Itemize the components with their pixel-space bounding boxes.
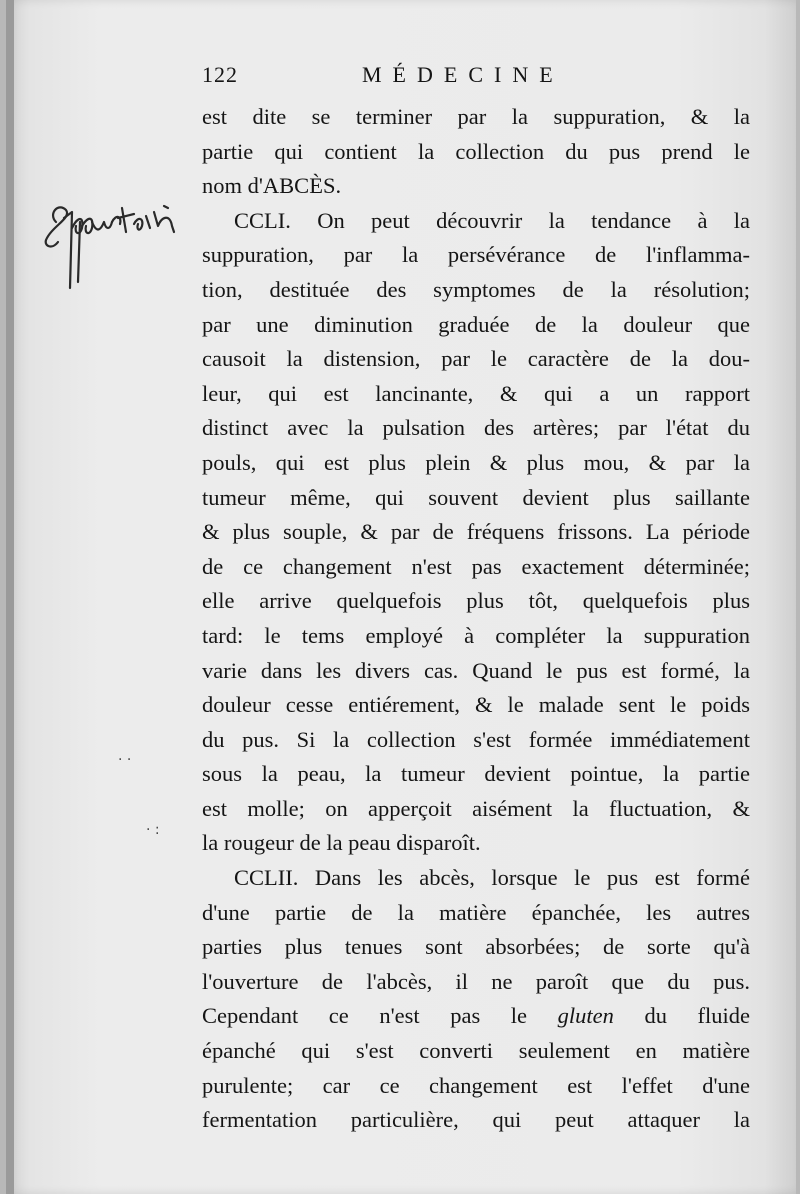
section-heading-line: CCLII. Dans les abcès, lorsque le pus est formé xyxy=(234,865,750,891)
text-line: tion, destituée des symptomes de la résolution; xyxy=(202,276,750,302)
text-line: est molle; on apperçoit aisément la fluctuation, & xyxy=(202,795,750,821)
text-line: la rougeur de la peau disparoît. xyxy=(202,830,481,856)
text-line: distinct avec la pulsation des artères; par l'état du xyxy=(202,415,750,441)
text-line: suppuration, par la persévérance de l'inflamma- xyxy=(202,242,750,268)
text-line: épanché qui s'est converti seulement en matière xyxy=(202,1038,750,1064)
text-line: parties plus tenues sont absorbées; de sorte qu'à xyxy=(202,934,750,960)
book-page xyxy=(6,0,796,1194)
handwritten-margin-note xyxy=(42,192,192,302)
text-segment: du fluide xyxy=(644,1003,750,1029)
text-line: elle arrive quelquefois plus tôt, quelquefois plus xyxy=(202,588,750,614)
margin-note-text: Suppuration xyxy=(42,192,49,193)
text-line: est dite se terminer par la suppuration, & la xyxy=(202,104,750,129)
text-segment: Cependant ce n'est pas le xyxy=(202,1003,528,1029)
text-line: sous la peau, la tumeur devient pointue, la partie xyxy=(202,761,750,787)
text-line: tumeur même, qui souvent devient plus saillante xyxy=(202,484,750,510)
page-number: 122 xyxy=(202,62,238,87)
text-line: tard: le tems employé à compléter la suppuration xyxy=(202,622,750,648)
page-header xyxy=(202,60,762,94)
text-line: l'ouverture de l'abcès, il ne paroît que du pus. xyxy=(202,968,750,994)
running-head: MÉDECINE xyxy=(362,62,564,87)
text-line xyxy=(202,999,750,1034)
ink-speck: · : xyxy=(146,822,160,838)
text-line-content: nom d'ABCÈS. xyxy=(202,173,342,199)
text-line: de ce changement n'est pas exactement déterminée; xyxy=(202,553,750,579)
page-gutter-shadow xyxy=(6,0,14,1194)
section-heading-line: CCLI. On peut découvrir la tendance à la xyxy=(234,207,750,233)
handwritten-signature-icon xyxy=(42,192,192,302)
text-line: partie qui contient la collection du pus prend le xyxy=(202,138,750,164)
body-text xyxy=(202,100,750,1138)
text-line: varie dans les divers cas. Quand le pus est formé, la xyxy=(202,657,750,683)
text-line: du pus. Si la collection s'est formée immédiatement xyxy=(202,726,750,752)
ink-speck: · · xyxy=(118,752,132,768)
text-line: par une diminution graduée de la douleur que xyxy=(202,311,750,337)
text-line: purulente; car ce changement est l'effet d'une xyxy=(202,1072,750,1098)
text-line xyxy=(202,169,750,204)
text-line: fermentation particulière, qui peut attaquer la xyxy=(202,1107,750,1133)
text-line: d'une partie de la matière épanchée, les autres xyxy=(202,899,750,925)
text-line: leur, qui est lancinante, & qui a un rapport xyxy=(202,380,750,406)
text-line: & plus souple, & par de fréquens frissons. La période xyxy=(202,519,750,545)
italic-term: gluten xyxy=(557,1003,614,1029)
text-line: pouls, qui est plus plein & plus mou, & par la xyxy=(202,449,750,475)
text-line: douleur cesse entiérement, & le malade sent le poids xyxy=(202,692,750,718)
text-line: causoit la distension, par le caractère de la dou- xyxy=(202,346,750,372)
